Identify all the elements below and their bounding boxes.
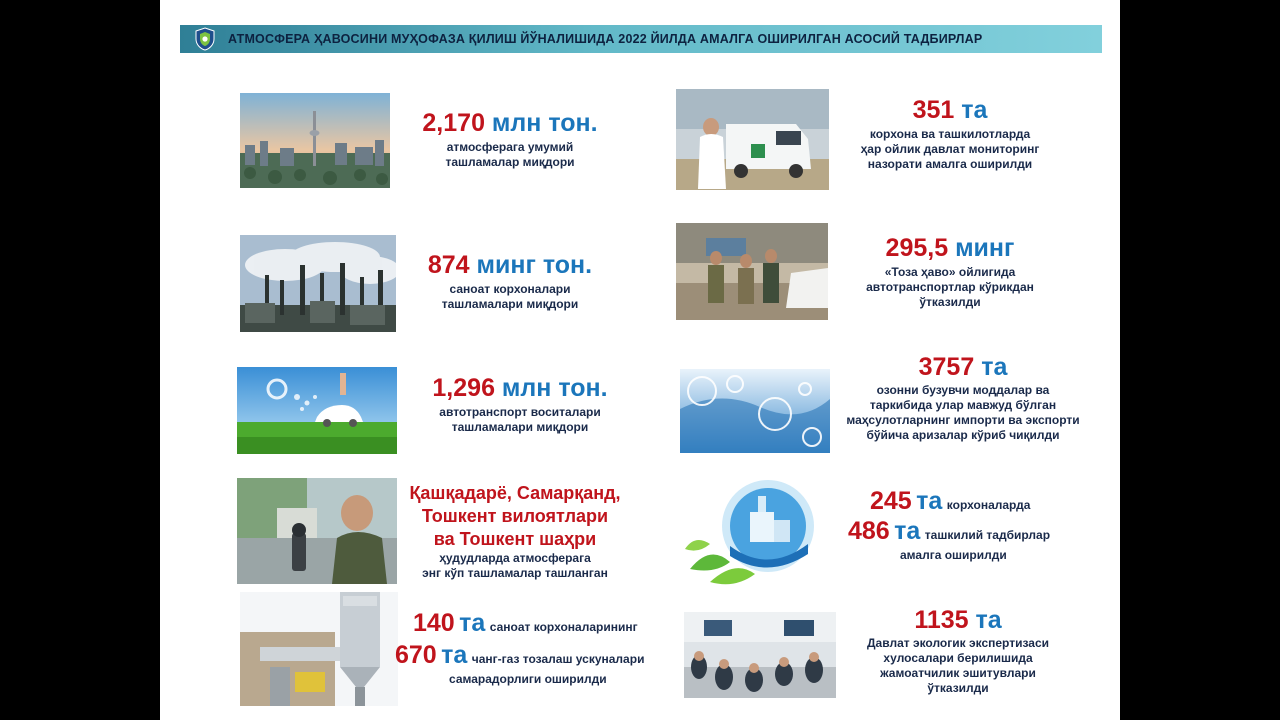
- region-line: ва Тошкент шаҳри: [433, 529, 597, 549]
- stat-unit: та: [975, 606, 1002, 634]
- stat-desc-line: ташламалар миқдори: [445, 155, 575, 169]
- stat-number: 351: [912, 96, 955, 124]
- stat-desc-line: саноат корхоналари: [449, 282, 571, 296]
- stat-desc-line: озонни бузувчи моддалар ва: [876, 383, 1050, 397]
- shield-logo-icon: [194, 27, 216, 51]
- stat-desc-line: автотранспорт воситалари: [439, 405, 601, 419]
- monitoring-van-photo: [676, 89, 829, 190]
- stat-unit: та: [459, 609, 486, 637]
- stat-desc-line: амалга оширилди: [900, 548, 1007, 562]
- stat-number: 874: [427, 251, 470, 279]
- stat-unit: та: [916, 487, 943, 515]
- stat-desc-line: атмосферага умумий: [446, 140, 574, 154]
- air-measurement-photo: [237, 478, 397, 584]
- stat-desc-line: ташламалари миқдори: [451, 420, 589, 434]
- stat-desc-line: Давлат экологик экспертизаси: [867, 636, 1049, 650]
- stat-unit: та: [981, 353, 1008, 381]
- region-line: Тошкент вилоятлари: [421, 506, 609, 526]
- stat-number: 486: [848, 517, 890, 545]
- stat-desc-line: ҳар ойлик давлат мониторинг: [860, 142, 1040, 156]
- stat-desc-line: ташламалари миқдори: [441, 297, 579, 311]
- stat-number: 245: [870, 487, 912, 515]
- stat-inline-desc: корхоналарда: [946, 497, 1031, 512]
- stat-vehicle-inspection: [840, 233, 1060, 310]
- stat-organizational-measures: [840, 486, 1090, 563]
- stat-desc-line: жамоатчилик эшитувлари: [880, 666, 1036, 680]
- stat-number: 140: [413, 609, 455, 637]
- dust-filter-photo: [240, 592, 398, 706]
- stat-desc-line: маҳсулотларнинг импорти ва экспорти: [846, 413, 1080, 427]
- header-banner: [180, 25, 1102, 53]
- stat-inline-desc: ташкилий тадбирлар: [924, 527, 1051, 542]
- stat-number: 3757: [918, 353, 975, 381]
- stat-desc-line: самарадорлиги оширилди: [449, 672, 607, 686]
- stat-desc-line: «Тоза ҳаво» ойлигида: [884, 265, 1016, 279]
- stat-transport-emissions: [405, 373, 635, 435]
- stat-desc-line: бўйича аризалар кўриб чиқилди: [866, 428, 1060, 442]
- eco-car-photo: [237, 367, 397, 454]
- stat-desc-line: ўтказилди: [927, 681, 989, 695]
- stat-inline-desc: чанг-газ тозалаш ускуналари: [471, 651, 645, 666]
- stat-number: 1135: [914, 606, 969, 634]
- stat-unit: та: [441, 641, 468, 669]
- stat-industry-emissions: [405, 250, 615, 312]
- eco-factory-globe-icon: [680, 474, 830, 590]
- stat-dust-equipment: [395, 608, 657, 687]
- public-hearing-photo: [684, 612, 836, 698]
- stat-unit: млн тон.: [491, 109, 598, 137]
- vehicle-inspection-photo: [676, 223, 828, 320]
- stat-unit: млн тон.: [501, 374, 608, 402]
- stat-desc-line: энг кўп ташламалар ташланган: [422, 566, 608, 580]
- stat-desc-line: автотранспортлар кўрикдан: [866, 280, 1034, 294]
- stat-number: 1,296: [432, 374, 495, 402]
- stat-public-hearings: [848, 605, 1068, 696]
- stat-number: 2,170: [422, 109, 485, 137]
- stat-desc-line: корхона ва ташкилотларда: [869, 127, 1031, 141]
- stat-desc-line: назорати амалга оширилди: [867, 157, 1033, 171]
- factory-smoke-photo: [240, 235, 396, 332]
- city-tower-photo: [240, 93, 390, 188]
- stat-emissions-total: [395, 108, 625, 170]
- stat-desc-line: таркибида улар мавжуд бўлган: [869, 398, 1057, 412]
- page-title: АТМОСФЕРА ҲАВОСИНИ МУҲОФАЗА ҚИЛИШ ЙЎНАЛИШИДА 2022 ЙИЛДА АМАЛГА ОШИРИЛГАН АСОСИЙ ТАДБИРЛАР: [228, 32, 983, 46]
- stat-unit: минг тон.: [476, 251, 593, 279]
- region-line: Қашқадарё, Самарқанд,: [409, 483, 621, 503]
- ozone-water-photo: [680, 369, 830, 453]
- stat-number: 670: [395, 641, 437, 669]
- slide: [160, 0, 1120, 720]
- stat-desc-line: хулосалари берилишида: [883, 651, 1033, 665]
- stat-number: 295,5: [885, 234, 949, 262]
- regions-most-emissions: [400, 482, 630, 581]
- stat-monitoring: [840, 95, 1060, 172]
- stat-unit: минг: [955, 234, 1015, 262]
- stat-inline-desc: саноат корхоналарининг: [489, 619, 638, 634]
- stat-desc-line: ҳудудларда атмосферага: [439, 551, 591, 565]
- stat-ozone-applications: [832, 352, 1094, 443]
- stat-unit: та: [894, 517, 921, 545]
- stat-unit: та: [961, 96, 988, 124]
- stat-desc-line: ўтказилди: [919, 295, 981, 309]
